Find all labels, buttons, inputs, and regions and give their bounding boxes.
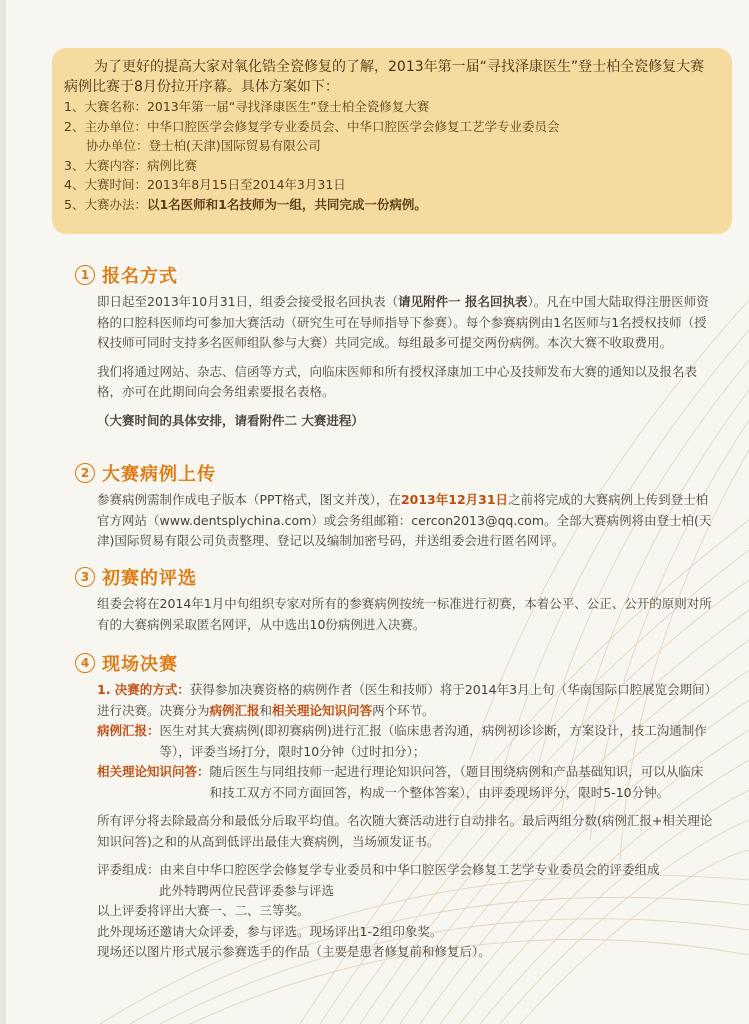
section-number-badge: 1 [75, 265, 95, 285]
public-judges-line: 此外现场还邀请大众评委，参与评选。现场评出1-2组印象奖。 [97, 923, 443, 939]
exhibition-line: 现场还以图片形式展示参赛选手的作品（主要是患者修复前和修复后）。 [97, 944, 491, 959]
section-title: 大赛病例上传 [102, 464, 216, 485]
schedule-note: （大赛时间的具体安排，请看附件二 大赛进程） [97, 412, 364, 428]
final-format-and: 和 [259, 702, 273, 718]
intro-item-method [64, 195, 718, 215]
judges-line-b: 此外特聘两位民营评委参与评选 [159, 882, 335, 898]
qa-block [97, 762, 715, 803]
notice-paragraph: 我们将通过网站、杂志、信函等方式，向临床医师和所有授权泽康加工中心及技师发布大赛的通知以及报名表格，亦可在此期间向会务组索要报名表格。 [97, 363, 698, 399]
intro-item-time: 4、大赛时间：2013年8月15日至2014年3月31日 [64, 177, 346, 192]
section-case-upload [75, 460, 715, 552]
preliminary-paragraph: 组委会将在2014年1月中旬组织专家对所有的参赛病例按统一标准进行初赛，本着公平、公正、公开的原则对所有的大赛病例采取匿名网评，从中选出10份病例进入决赛。 [97, 596, 712, 632]
final-format-text-a: 获得参加决赛资格的病例作者（医生和技师）将于2014年3月上旬（华南国际口腔展览会期间）进行决赛。决赛分为 [97, 682, 711, 718]
section-number-badge: 3 [75, 567, 95, 587]
intro-panel [52, 48, 732, 234]
section-title: 报名方式 [102, 266, 178, 287]
registration-paragraph [97, 292, 715, 354]
scoring-paragraph: 所有评分将去除最高分和最低分后取平均值。名次随大赛活动进行自动排名。最后两组分数(病例汇报+相关理论知识问答)之和的从高到低评出最佳大赛病例，当场颁发证书。 [97, 813, 713, 849]
final-format-qa: 相关理论知识问答 [272, 702, 373, 718]
upload-paragraph [97, 490, 715, 552]
qa-text: 随后医生与同组技师一起进行理论知识问答，（题目围绕病例和产品基础知识，可以从临床和技工双方不同方面回答，构成一个整体答案），由评委现场评分，限时5-10分钟。 [209, 764, 704, 800]
case-report-block [97, 721, 715, 762]
section-number-badge: 2 [75, 463, 95, 483]
upload-text-a: 参赛病例需制作成电子版本（PPT格式，图文并茂），在 [97, 492, 401, 507]
final-format-label: 1. 决赛的方式： [97, 682, 190, 697]
section-registration [75, 262, 715, 431]
section-title: 现场决赛 [102, 654, 178, 675]
intro-item-content: 3、大赛内容：病例比赛 [64, 157, 197, 173]
section-preliminary [75, 564, 715, 635]
upload-text-c: 之前将完成的大赛病例上传到登士柏官方网站（www.dentsplychina.com）或会务组邮箱：cercon2013@qq.com。全部大赛病例将由登士柏(天津)国际贸易有限公司负责整理、登记以及编制加密号码，并送组委会进行匿名网评。 [97, 492, 712, 548]
case-report-label: 病例汇报： [97, 723, 160, 738]
upload-deadline: 2013年12月31日 [400, 492, 509, 507]
registration-text-a: 即日起至2013年10月31日，组委会接受报名回执表（ [97, 294, 399, 309]
section-number-badge: 4 [75, 653, 95, 673]
judges-line-a: 评委组成：由来自中华口腔医学会修复学专业委员和中华口腔医学会修复工艺学专业委员会的评委组成 [97, 862, 660, 877]
qa-label: 相关理论知识问答： [97, 764, 210, 779]
final-format-text-e: 两个环节。 [372, 702, 435, 718]
intro-item-method-text: 以1名医师和1名技师为一组，共同完成一份病例。 [146, 196, 427, 212]
intro-item-name: 1、大赛名称：2013年第一届“寻找泽康医生”登士柏全瓷修复大赛 [64, 99, 430, 114]
intro-lead: 为了更好的提高大家对氧化锆全瓷修复的了解，2013年第一届“寻找泽康医生”登士柏全瓷修复大赛病例比赛于8月份拉开序幕。具体方案如下： [64, 59, 705, 95]
intro-item-method-label: 5、大赛办法： [64, 196, 147, 212]
section-title: 初赛的评选 [102, 568, 197, 589]
section-final [75, 650, 715, 963]
intro-item-organizer: 2、主办单位：中华口腔医学会修复学专业委员会、中华口腔医学会修复工艺学专业委员会 [64, 118, 560, 134]
final-format-paragraph [97, 680, 715, 721]
registration-attachment-ref: 请见附件一 报名回执表 [398, 294, 528, 309]
awards-line: 以上评委将评出大赛一、二、三等奖。 [97, 903, 310, 918]
registration-text-c: ）。凡在中国大陆取得注册医师资格的口腔科医师均可参加大赛活动（研究生可在导师指导下参赛）。每个参赛病例由1名医师与1名授权技师（授权技师可同时支持多名医师组队参与大赛）共同完成。每组最多可提交两份病例。本次大赛不收取费用。 [97, 294, 709, 350]
intro-item-co-organizer: 协办单位：登士柏(天津)国际贸易有限公司 [86, 138, 321, 153]
final-format-case-report: 病例汇报 [209, 702, 260, 718]
case-report-text: 医生对其大赛病例(即初赛病例)进行汇报（临床患者沟通，病例初诊诊断，方案设计，技工沟通制作等），评委当场打分，限时10分钟（过时扣分）； [159, 723, 707, 759]
